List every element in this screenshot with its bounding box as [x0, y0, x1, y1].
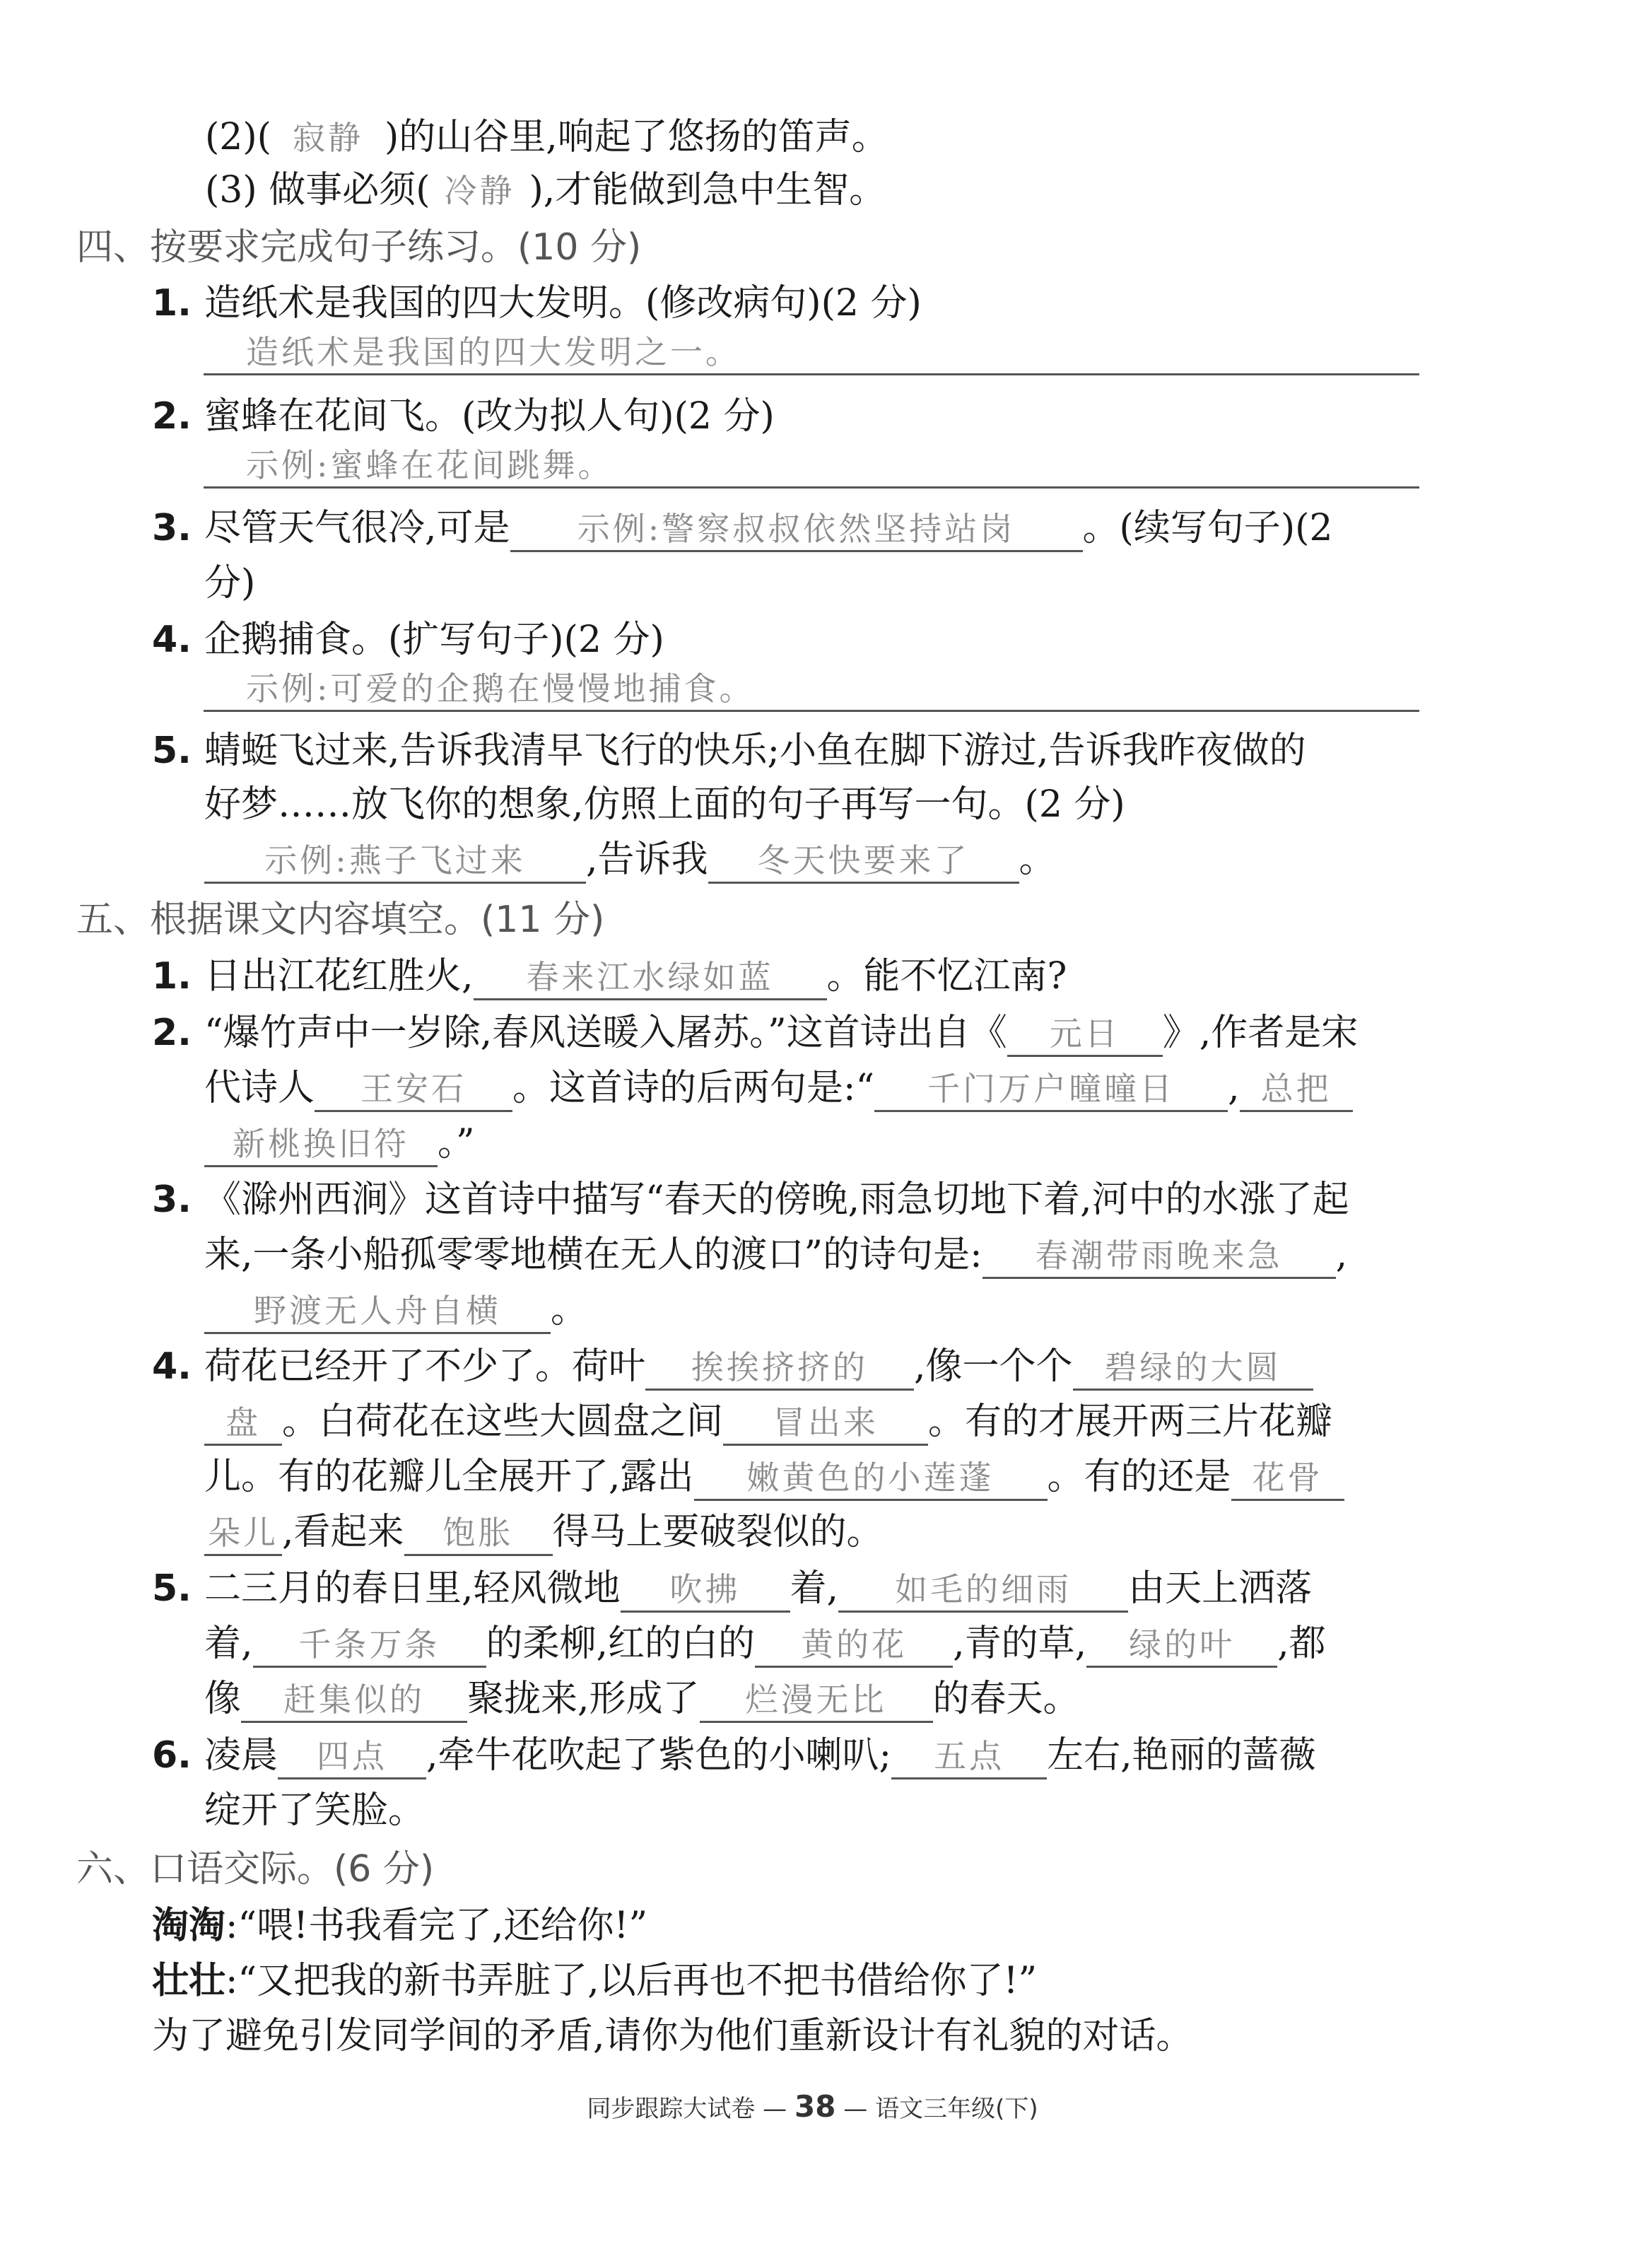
p5-q3-blank-2[interactable]: 野渡无人舟自横	[204, 1290, 551, 1334]
p4-q3-cont: 分)	[204, 562, 256, 604]
p5-q2-blank-2[interactable]: 王安石	[315, 1068, 512, 1112]
part3-q2: (2)( 寂静 )的山谷里,响起了悠扬的笛声。	[205, 116, 888, 158]
p5-q4-cont: 盘 。白荷花在这些大圆盘之间 冒出来 。有的才展开两三片花瓣	[204, 1396, 1332, 1447]
p5-q5-blank-6[interactable]: 赶集似的	[241, 1678, 467, 1723]
p5-q6-blank-1[interactable]: 四点	[278, 1735, 426, 1779]
p5-q5-cont: 着, 千条万条 的柔柳,红的白的 黄的花 ,青的草, 绿的叶 ,都	[204, 1618, 1326, 1669]
p5-q5-blank-3[interactable]: 千条万条	[253, 1623, 486, 1668]
p5-q4-blank-7[interactable]: 朵儿	[204, 1512, 282, 1556]
p5-q2-blank-4[interactable]: 总把	[1240, 1068, 1353, 1112]
p5-q4-cont2: 儿。有的花瓣儿全展开了,露出 嫩黄色的小莲蓬 。有的还是 花骨	[204, 1451, 1344, 1502]
p5-q6-blank-2[interactable]: 五点	[891, 1735, 1047, 1779]
p5-q6-cont: 绽开了笑脸。	[204, 1789, 426, 1832]
p5-q5-blank-2[interactable]: 如毛的细雨	[838, 1568, 1128, 1613]
p6-dialogue-2: 壮壮:“又把我的新书弄脏了,以后再也不把书借给你了!”	[152, 1960, 1038, 2002]
p5-q2-blank-1[interactable]: 元日	[1007, 1012, 1163, 1057]
p5-q2-cont: 代诗人 王安石 。这首诗的后两句是:“ 千门万户曈曈日 , 总把	[204, 1063, 1353, 1113]
page-footer: 同步跟踪大试卷 — 38 — 语文三年级(下)	[587, 2089, 1038, 2124]
p4-q5: 5. 蜻蜓飞过来,告诉我清早飞行的快乐;小鱼在脚下游过,告诉我昨夜做的	[152, 730, 1306, 772]
p5-q5-blank-4[interactable]: 黄的花	[755, 1623, 953, 1668]
p5-q2: 2. “爆竹声中一岁除,春风送暖入屠苏。”这首诗出自《 元日 》,作者是宋	[152, 1007, 1358, 1058]
p5-q1-blank[interactable]: 春来江水绿如蓝	[474, 956, 827, 1000]
p5-q5-cont2: 像 赶集似的 聚拢来,形成了 烂漫无比 的春天。	[204, 1673, 1080, 1724]
p4-q5-blank-2[interactable]: 冬天快要来了	[708, 839, 1019, 884]
p4-q4-answer-line[interactable]: 示例:可爱的企鹅在慢慢地捕食。	[204, 667, 1419, 712]
p4-q2-answer-line[interactable]: 示例:蜜蜂在花间跳舞。	[204, 444, 1419, 489]
p5-q4-blank-4[interactable]: 冒出来	[723, 1401, 928, 1446]
p5-q4: 4. 荷花已经开了不少了。荷叶 挨挨挤挤的 ,像一个个 碧绿的大圆	[152, 1341, 1313, 1392]
p5-q5-blank-1[interactable]: 吹拂	[621, 1568, 790, 1613]
section-5-title: 五、根据课文内容填空。(11 分)	[76, 899, 605, 941]
p5-q5: 5. 二三月的春日里,轻风微地 吹拂 着, 如毛的细雨 由天上洒落	[152, 1563, 1312, 1614]
part3-q3-answer: 冷静	[444, 172, 515, 210]
p5-q3: 3. 《滁州西涧》这首诗中描写“春天的傍晚,雨急切地下着,河中的水涨了起	[152, 1179, 1349, 1221]
section-6-title: 六、口语交际。(6 分)	[76, 1848, 435, 1890]
p4-q3: 3. 尽管天气很冷,可是 示例:警察叔叔依然坚持站岗 。(续写句子)(2	[152, 503, 1332, 554]
p5-q4-cont3: 朵儿,看起来 饱胀 得马上要破裂似的。	[204, 1507, 884, 1557]
section-4-title: 四、按要求完成句子练习。(10 分)	[76, 226, 642, 269]
p5-q2-blank-3[interactable]: 千门万户曈曈日	[874, 1068, 1228, 1112]
page-number: 38	[794, 2089, 836, 2124]
p6-dialogue-1: 淘淘:“喂!书我看完了,还给你!”	[152, 1905, 648, 1947]
p5-q2-cont2: 新桃换旧符 。”	[204, 1118, 475, 1169]
p4-q5-cont: 好梦……放飞你的想象,仿照上面的句子再写一句。(2 分)	[204, 783, 1125, 826]
p5-q4-blank-3[interactable]: 盘	[204, 1401, 282, 1446]
p4-q4: 4. 企鹅捕食。(扩写句子)(2 分)	[152, 619, 664, 661]
p5-q4-blank-8[interactable]: 饱胀	[404, 1512, 553, 1556]
p5-q6: 6. 凌晨 四点 ,牵牛花吹起了紫色的小喇叭; 五点 左右,艳丽的蔷薇	[152, 1730, 1316, 1781]
part3-q3: (3) 做事必须( 冷静 ),才能做到急中生智。	[205, 169, 886, 211]
p5-q3-cont: 来,一条小船孤零零地横在无人的渡口”的诗句是: 春潮带雨晚来急 ,	[204, 1229, 1347, 1280]
p5-q2-blank-5[interactable]: 新桃换旧符	[204, 1123, 438, 1167]
p5-q4-blank-6[interactable]: 花骨	[1231, 1456, 1344, 1501]
p5-q5-blank-5[interactable]: 绿的叶	[1086, 1623, 1277, 1668]
part3-q2-answer: 寂静	[292, 119, 363, 157]
p4-q5-blank-1[interactable]: 示例:燕子飞过来	[204, 839, 586, 884]
p4-q3-blank[interactable]: 示例:警察叔叔依然坚持站岗	[510, 508, 1083, 552]
p5-q4-blank-1[interactable]: 挨挨挤挤的	[645, 1346, 914, 1391]
p5-q4-blank-2[interactable]: 碧绿的大圆	[1073, 1346, 1313, 1391]
p5-q4-blank-5[interactable]: 嫩黄色的小莲蓬	[694, 1456, 1048, 1501]
p5-q3-blank-1[interactable]: 春潮带雨晚来急	[982, 1234, 1336, 1279]
p4-q5-answer: 示例:燕子飞过来 ,告诉我 冬天快要来了 。	[204, 834, 1056, 885]
p4-q1: 1. 造纸术是我国的四大发明。(修改病句)(2 分)	[152, 282, 922, 325]
p4-q2: 2. 蜜蜂在花间飞。(改为拟人句)(2 分)	[152, 395, 775, 438]
p5-q5-blank-7[interactable]: 烂漫无比	[700, 1678, 933, 1723]
p4-q1-answer-line[interactable]: 造纸术是我国的四大发明之一。	[204, 331, 1419, 375]
p5-q3-cont2: 野渡无人舟自横 。	[204, 1285, 587, 1335]
p6-instruction: 为了避免引发同学间的矛盾,请你为他们重新设计有礼貌的对话。	[152, 2015, 1193, 2057]
p5-q1: 1. 日出江花红胜火, 春来江水绿如蓝 。能不忆江南?	[152, 951, 1067, 1002]
